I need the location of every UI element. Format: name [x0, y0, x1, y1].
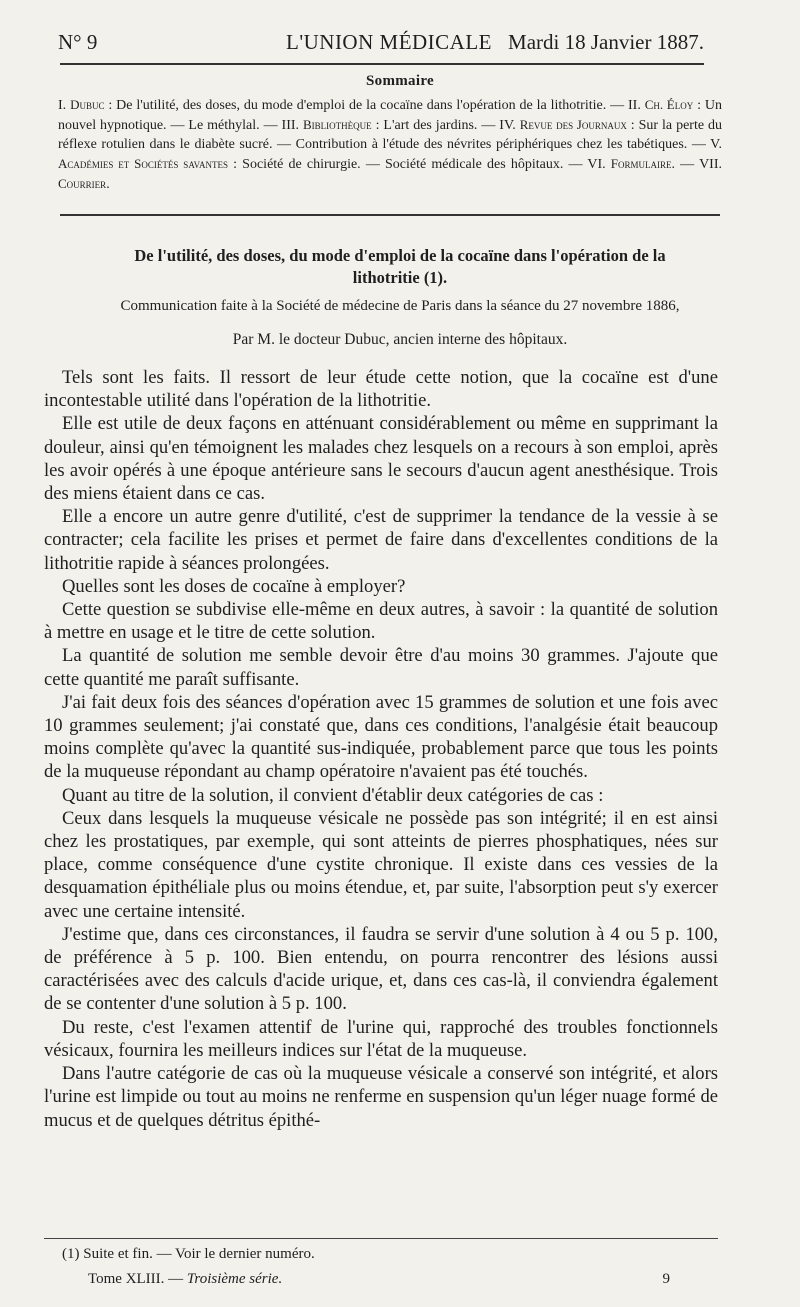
body-paragraph: J'estime que, dans ces circonstances, il faudra se servir d'une solution à 4 ou 5 p. 100, de préférence à 5 p. 100. Bien entendu, on pourra rencontrer des lésions aussi caractérisées avec des calculs d'acide urique, et, dans ces cas-là, il conviendra également de se contenter d'une solution à 5 p. 100. — [44, 923, 718, 1015]
sommaire-text: : De l'utilité, des doses, du mode d'emploi de la cocaïne dans l'opération de la lithotritie. — II. — [104, 98, 645, 113]
sommaire-section: Revue des Journaux — [519, 117, 627, 132]
body-paragraph: Elle a encore un autre genre d'utilité, c'est de supprimer la tendance de la vessie à se contracter; cela facilite les prises et permet de faire dans d'excellentes conditions de la lithotritie rapide à séances prolongées. — [44, 506, 718, 574]
body-paragraph: J'ai fait deux fois des séances d'opération avec 15 grammes de solution et une fois avec 10 grammes seulement; j'ai constaté que, dans ces conditions, l'analgésie était beaucoup moins complète qu'avec la quantité sus-indiquée, probablement parce que tous les points de la muqueuse répondant au champ opératoire n'avaient pas été touchés. — [44, 691, 718, 783]
sommaire-text: : Société de chirurgie. — Société médicale des hôpitaux. — VI. — [228, 157, 611, 172]
body-paragraph: Dans l'autre catégorie de cas où la muqueuse vésicale a conservé son intégrité, et alors l'urine est limpide ou tout au moins ne renferme en suspension qu'un léger nuage formé de mucus et de quelques détritus épithé- — [44, 1063, 718, 1131]
sommaire-author: Ch. Éloy — [644, 97, 694, 112]
page-number: 9 — [662, 1271, 670, 1287]
sommaire-title: Sommaire — [366, 73, 434, 89]
issue-number: N° 9 — [58, 30, 98, 54]
issue-date: Mardi 18 Janvier 1887. — [508, 30, 704, 54]
sommaire-contents — [58, 95, 722, 194]
body-paragraph: Quelles sont les doses de cocaïne à employer? — [62, 575, 406, 597]
sommaire-section: Bibliothèque — [302, 117, 372, 132]
sommaire-rule — [60, 214, 720, 216]
sommaire-text: . — VII. — [671, 157, 723, 172]
sommaire-section: Académies et Sociétés savantes — [58, 156, 228, 171]
sommaire-text: I. — [58, 98, 71, 113]
article-communication: Communication faite à la Société de médecine de Paris dans la séance du 27 novembre 1886, — [120, 298, 680, 314]
header-rule — [60, 63, 704, 65]
sommaire-author: Dubuc — [70, 97, 105, 112]
footnote-rule — [44, 1238, 718, 1239]
body-paragraph: Elle est utile de deux façons en atténuant considérablement ou même en supprimant la douleur, ainsi qu'en témoignent les malades chez lesquels on a recours à son emploi, après les avoir opérés à une époque antérieure sans le secours d'aucun agent anesthésique. Trois des miens étaient dans ce cas. — [44, 413, 718, 505]
sommaire-text: : Sur la perte du réflexe rotulien dans le diabète sucré. — Contribution à l'étude des névrites périphériques chez les tabétiques. — V. — [58, 118, 722, 152]
body-paragraph: Du reste, c'est l'examen attentif de l'urine qui, rapproché des troubles fonctionnels vésicaux, fournira les meilleurs indices sur l'état de la muqueuse. — [44, 1016, 718, 1061]
footnote: (1) Suite et fin. — Voir le dernier numéro. — [62, 1246, 315, 1262]
sommaire-text: : Un nouvel hypnotique. — Le méthylal. — III. — [58, 98, 722, 133]
footer-tome — [88, 1271, 282, 1288]
article-title: De l'utilité, des doses, du mode d'emploi de la cocaïne dans l'opération de la lithotritie (1). — [134, 246, 666, 287]
body-paragraph: Cette question se subdivise elle-même en deux autres, à savoir : la quantité de solution à mettre en usage et le titre de cette solution. — [44, 599, 718, 644]
journal-title: L'UNION MÉDICALE — [286, 30, 493, 54]
sommaire-section: Courrier — [58, 176, 107, 191]
footer-tome-label: Tome XLIII. — — [88, 1271, 187, 1287]
sommaire-text: . — [106, 177, 110, 192]
article-author: Par M. le docteur Dubuc, ancien interne des hôpitaux. — [232, 331, 568, 348]
article-body — [44, 366, 718, 1132]
body-paragraph: Quant au titre de la solution, il convient d'établir deux catégories de cas : — [62, 784, 604, 806]
footer-serie: Troisième série. — [186, 1271, 283, 1287]
body-paragraph: Ceux dans lesquels la muqueuse vésicale ne possède pas son intégrité; il en est ainsi chez les prostatiques, par exemple, qui sont atteints de pierres phosphatiques, nées sur place, comme conséquence d'une cystite chronique. Il existe dans ces vessies de la desquamation épithéliale plus ou moins étendue, et, par suite, l'absorption peut s'y exercer avec une certaine intensité. — [44, 807, 718, 922]
sommaire-section: Formulaire — [610, 156, 672, 171]
body-paragraph: La quantité de solution me semble devoir être d'au moins 30 grammes. J'ajoute que cette quantité me paraît suffisante. — [44, 645, 718, 690]
body-paragraph: Tels sont les faits. Il ressort de leur étude cette notion, que la cocaïne est d'une incontestable utilité dans l'opération de la lithotritie. — [44, 367, 718, 412]
sommaire-text: : L'art des jardins. — IV. — [371, 118, 520, 133]
